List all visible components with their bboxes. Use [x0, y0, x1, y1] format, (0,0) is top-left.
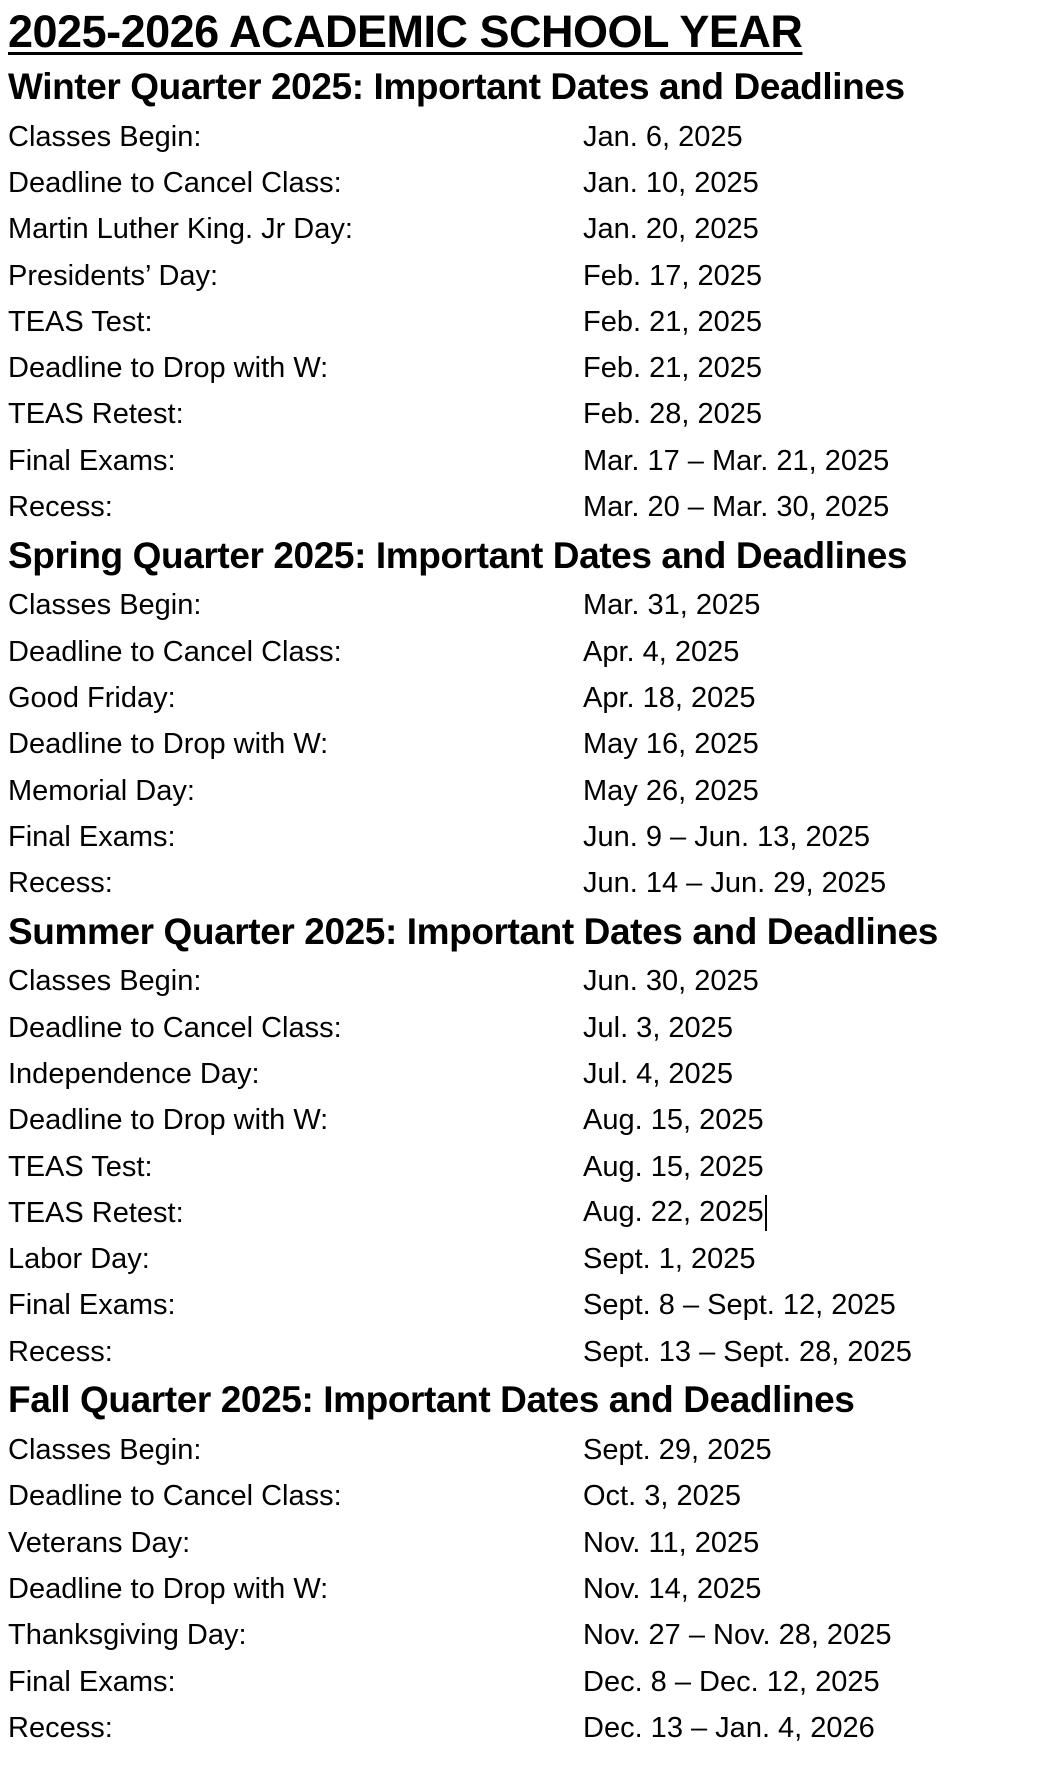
- event-date: Feb. 21, 2025: [583, 305, 762, 338]
- event-date: Mar. 20 – Mar. 30, 2025: [583, 491, 890, 524]
- event-label: TEAS Test:: [8, 305, 153, 338]
- list-item: [8, 1005, 1042, 1051]
- event-label: Deadline to Cancel Class:: [8, 166, 342, 199]
- list-item: [8, 484, 1042, 530]
- event-label: Deadline to Drop with W:: [8, 1572, 329, 1605]
- event-date: Sept. 1, 2025: [583, 1243, 756, 1276]
- section-heading: Winter Quarter 2025: Important Dates and Deadlines: [8, 66, 905, 107]
- event-date: Jan. 20, 2025: [583, 213, 759, 246]
- event-label: Labor Day:: [8, 1243, 150, 1276]
- event-label: Memorial Day:: [8, 774, 195, 807]
- event-label: Classes Begin:: [8, 120, 202, 153]
- section-spring: [8, 531, 1042, 907]
- event-date: May 26, 2025: [583, 774, 759, 807]
- event-date-with-caret[interactable]: [583, 1195, 767, 1231]
- event-date: Mar. 17 – Mar. 21, 2025: [583, 444, 890, 477]
- event-date: Sept. 13 – Sept. 28, 2025: [583, 1335, 912, 1368]
- event-label: Final Exams:: [8, 1289, 176, 1322]
- event-label: TEAS Retest:: [8, 398, 184, 431]
- list-item: [8, 583, 1042, 629]
- event-date: Apr. 18, 2025: [583, 681, 756, 714]
- event-label: Recess:: [8, 491, 113, 524]
- event-date: Oct. 3, 2025: [583, 1480, 741, 1513]
- event-label: Deadline to Cancel Class:: [8, 635, 342, 668]
- event-date: Aug. 15, 2025: [583, 1104, 764, 1137]
- list-item: [8, 114, 1042, 160]
- list-item: [8, 768, 1042, 814]
- list-item: [8, 299, 1042, 345]
- event-date: Jun. 9 – Jun. 13, 2025: [583, 820, 870, 853]
- list-item: [8, 1190, 1042, 1236]
- event-date: Feb. 21, 2025: [583, 352, 762, 385]
- event-date: Jun. 14 – Jun. 29, 2025: [583, 867, 887, 900]
- list-item: [8, 860, 1042, 906]
- event-label: Good Friday:: [8, 681, 176, 714]
- event-date: Sept. 29, 2025: [583, 1434, 772, 1467]
- section-winter: [8, 62, 1042, 531]
- list-item: [8, 675, 1042, 721]
- event-label: Thanksgiving Day:: [8, 1619, 247, 1652]
- list-item: [8, 345, 1042, 391]
- list-item: [8, 959, 1042, 1005]
- event-date: Dec. 8 – Dec. 12, 2025: [583, 1665, 880, 1698]
- event-label: Recess:: [8, 867, 113, 900]
- event-date: May 16, 2025: [583, 728, 759, 761]
- list-item: [8, 160, 1042, 206]
- event-date: Sept. 8 – Sept. 12, 2025: [583, 1289, 896, 1322]
- list-item: [8, 1329, 1042, 1375]
- list-item: [8, 1659, 1042, 1705]
- event-label: Classes Begin:: [8, 1434, 202, 1467]
- event-label: TEAS Test:: [8, 1150, 153, 1183]
- section-summer: [8, 907, 1042, 1376]
- event-date: Jun. 30, 2025: [583, 965, 759, 998]
- event-date: Nov. 27 – Nov. 28, 2025: [583, 1619, 892, 1652]
- event-date: Jan. 6, 2025: [583, 120, 743, 153]
- document-title: 2025-2026 ACADEMIC SCHOOL YEAR: [8, 6, 803, 57]
- list-item: [8, 629, 1042, 675]
- section-fall: [8, 1375, 1042, 1751]
- list-item: [8, 1237, 1042, 1283]
- event-label: Classes Begin:: [8, 965, 202, 998]
- list-item: [8, 1705, 1042, 1751]
- event-label: Final Exams:: [8, 820, 176, 853]
- list-item: [8, 1427, 1042, 1473]
- event-date: Jul. 4, 2025: [583, 1057, 733, 1090]
- event-label: Martin Luther King. Jr Day:: [8, 213, 353, 246]
- list-item: [8, 1283, 1042, 1329]
- list-item: [8, 1520, 1042, 1566]
- section-heading: Summer Quarter 2025: Important Dates and Deadlines: [8, 910, 938, 952]
- event-label: Independence Day:: [8, 1057, 260, 1090]
- text-cursor: [765, 1195, 767, 1231]
- section-heading: Fall Quarter 2025: Important Dates and Deadlines: [8, 1379, 855, 1421]
- list-item: [8, 392, 1042, 438]
- list-item: [8, 722, 1042, 768]
- list-item: [8, 1474, 1042, 1520]
- event-date: Jan. 10, 2025: [583, 166, 759, 199]
- event-date: Feb. 17, 2025: [583, 259, 762, 292]
- list-item: [8, 253, 1042, 299]
- event-label: Recess:: [8, 1711, 113, 1744]
- event-label: Final Exams:: [8, 444, 176, 477]
- event-date: Aug. 15, 2025: [583, 1150, 764, 1183]
- event-date: Nov. 11, 2025: [583, 1526, 760, 1559]
- section-heading: Spring Quarter 2025: Important Dates and Deadlines: [8, 534, 908, 576]
- event-label: TEAS Retest:: [8, 1196, 184, 1229]
- event-label: Presidents’ Day:: [8, 259, 219, 292]
- event-date: Apr. 4, 2025: [583, 635, 740, 668]
- list-item: [8, 438, 1042, 484]
- event-label: Deadline to Drop with W:: [8, 1104, 329, 1137]
- event-label: Deadline to Cancel Class:: [8, 1480, 342, 1513]
- event-label: Veterans Day:: [8, 1526, 191, 1559]
- list-item: [8, 1613, 1042, 1659]
- list-item: [8, 1566, 1042, 1612]
- list-item: [8, 1051, 1042, 1097]
- list-item: [8, 1144, 1042, 1190]
- list-item: [8, 1098, 1042, 1144]
- event-label: Final Exams:: [8, 1665, 176, 1698]
- event-date: Aug. 22, 2025: [583, 1196, 764, 1229]
- event-label: Classes Begin:: [8, 589, 202, 622]
- event-date: Mar. 31, 2025: [583, 589, 761, 622]
- list-item: [8, 814, 1042, 860]
- event-label: Recess:: [8, 1335, 113, 1368]
- event-label: Deadline to Cancel Class:: [8, 1011, 342, 1044]
- event-date: Nov. 14, 2025: [583, 1572, 762, 1605]
- event-label: Deadline to Drop with W:: [8, 728, 329, 761]
- event-date: Feb. 28, 2025: [583, 398, 762, 431]
- event-date: Jul. 3, 2025: [583, 1011, 733, 1044]
- event-date: Dec. 13 – Jan. 4, 2026: [583, 1711, 875, 1744]
- list-item: [8, 207, 1042, 253]
- event-label: Deadline to Drop with W:: [8, 352, 329, 385]
